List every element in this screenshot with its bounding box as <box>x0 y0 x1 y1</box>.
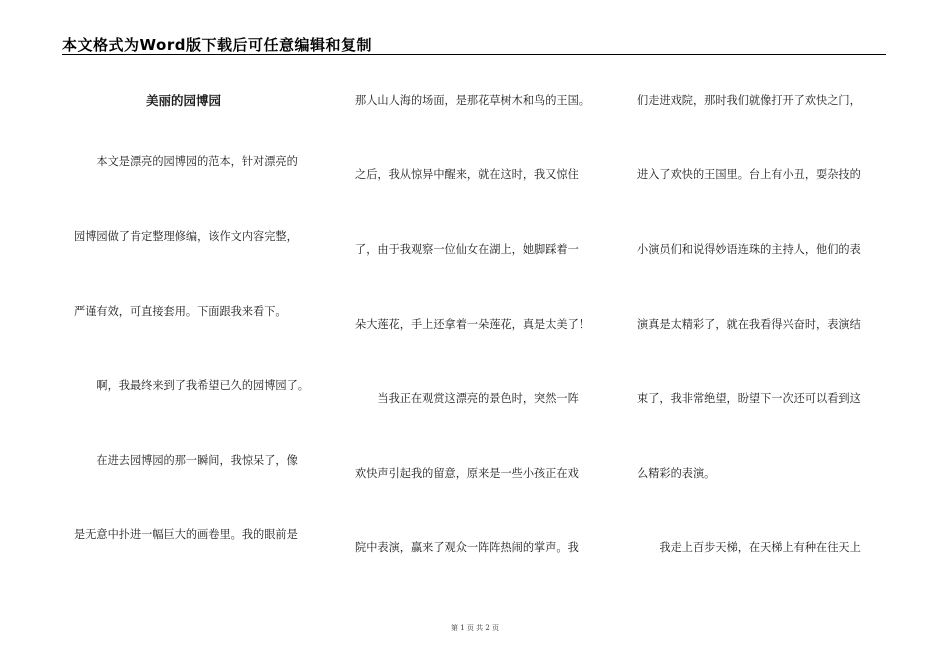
text-line: 们走进戏院，那时我们就像打开了欢快之门， <box>637 94 861 107</box>
text-line: 在进去园博园的那一瞬间，我惊呆了，像 <box>74 454 298 467</box>
text-line: 之后，我从惊异中醒来，就在这时，我又惊住 <box>355 168 579 181</box>
text-column-3 <box>637 0 887 672</box>
text-line: 啊，我最终来到了我希望已久的园博园了。 <box>74 379 309 392</box>
text-line: 园博园做了肯定整理修编，该作文内容完整， <box>74 230 298 243</box>
text-line: 进入了欢快的王国里。台上有小丑，耍杂技的 <box>637 168 861 181</box>
text-column-1 <box>74 0 324 672</box>
text-line: 束了，我非常绝望，盼望下一次还可以看到这 <box>637 392 861 405</box>
text-column-2 <box>355 0 605 672</box>
text-line: 么精彩的表演。 <box>637 467 716 480</box>
text-line: 严谨有效，可直接套用。下面跟我来看下。 <box>74 305 287 318</box>
document-header-title: 本文格式为Word版下载后可任意编辑和复制 <box>62 36 372 54</box>
text-line: 欢快声引起我的留意，原来是一些小孩正在戏 <box>355 467 579 480</box>
text-line: 本文是漂亮的园博园的范本，针对漂亮的 <box>74 155 298 168</box>
text-line: 小演员们和说得妙语连珠的主持人，他们的表 <box>637 243 861 256</box>
text-line: 当我正在观赏这漂亮的景色时，突然一阵 <box>355 392 579 405</box>
text-line: 了，由于我观察一位仙女在湖上，她脚踩着一 <box>355 243 579 256</box>
page-number-footer: 第 1 页 共 2 页 <box>450 624 500 632</box>
text-line: 院中表演，赢来了观众一阵阵热闹的掌声。我 <box>355 541 579 554</box>
text-line: 我走上百步天梯，在天梯上有种在往天上 <box>637 541 861 554</box>
text-line: 那人山人海的场面，是那花草树木和鸟的王国。 <box>355 94 590 107</box>
text-line: 演真是太精彩了，就在我看得兴奋时，表演结 <box>637 318 861 331</box>
text-line: 是无意中扑进一幅巨大的画卷里。我的眼前是 <box>74 528 298 541</box>
text-line: 朵大莲花，手上还拿着一朵莲花，真是太美了！ <box>355 318 590 331</box>
essay-title: 美丽的园博园 <box>146 93 222 108</box>
